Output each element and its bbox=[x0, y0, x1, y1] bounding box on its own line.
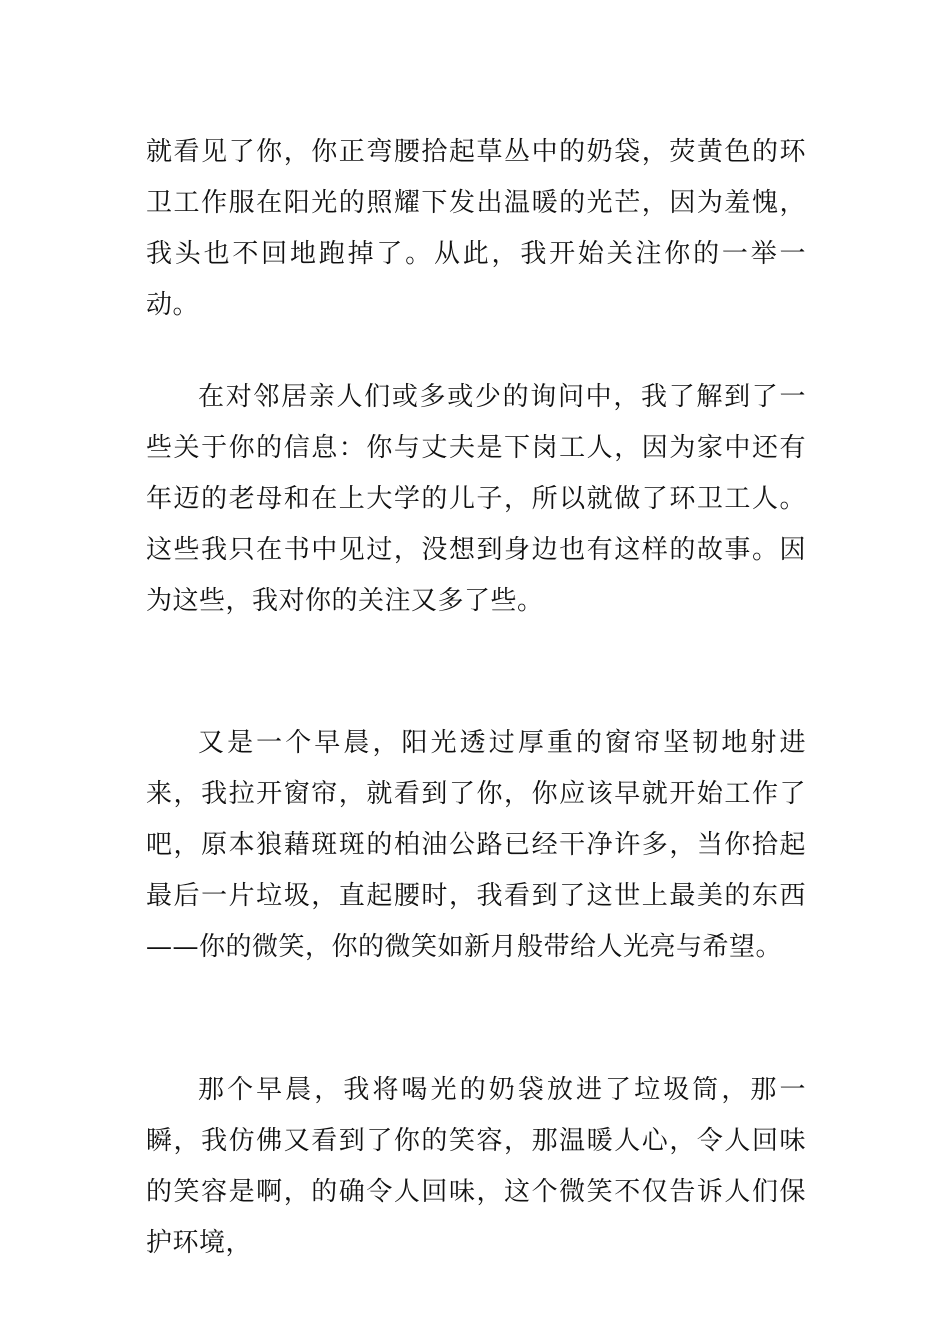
paragraph-2: 在对邻居亲人们或多或少的询问中，我了解到了一些关于你的信息：你与丈夫是下岗工人，因为家中还有年迈的老母和在上大学的儿子，所以就做了环卫工人。这些我只在书中见过，没想到身边也有这样的故事。因为这些，我对你的关注又多了些。 bbox=[146, 382, 806, 616]
paragraph-4: 那个早晨，我将喝光的奶袋放进了垃圾筒，那一瞬，我仿佛又看到了你的笑容，那温暖人心，令人回味的笑容是啊，的确令人回味，这个微笑不仅告诉人们保护环境， bbox=[146, 1075, 806, 1258]
paragraph-1: 就看见了你，你正弯腰拾起草丛中的奶袋，荧黄色的环卫工作服在阳光的照耀下发出温暖的光芒，因为羞愧，我头也不回地跑掉了。从此，我开始关注你的一举一动。 bbox=[146, 137, 806, 320]
paragraph-3: 又是一个早晨，阳光透过厚重的窗帘坚韧地射进来，我拉开窗帘，就看到了你，你应该早就开始工作了吧，原本狼藉斑斑的柏油公路已经干净许多，当你拾起最后一片垃圾，直起腰时，我看到了这世上最美的东西——你的微笑，你的微笑如新月般带给人光亮与希望。 bbox=[146, 728, 806, 962]
